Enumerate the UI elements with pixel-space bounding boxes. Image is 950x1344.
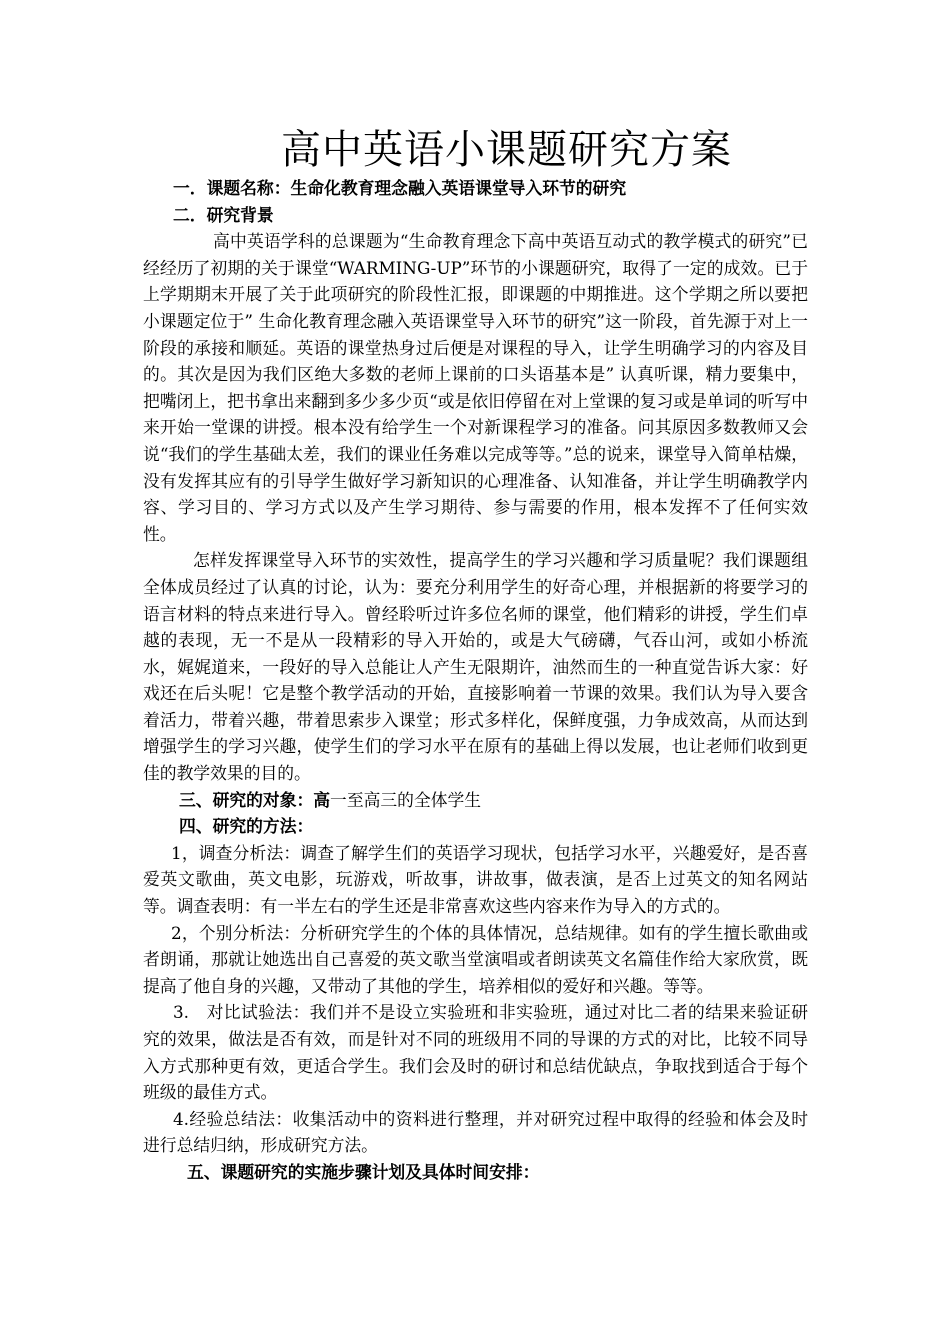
background-paragraph-2: 怎样发挥课堂导入环节的实效性，提高学生的学习兴趣和学习质量呢？我们课题组全体成员经过了认真的讨论，认为：要充分利用学生的好奇心理，并根据新的将要学习的语言材料的特点来进行导入。曾经聆听过许多位名师的课堂，他们精彩的讲授，学生们卓越的表现，无一不是从一段精彩的导入开始的，或是大气磅礴，气吞山河，或如小桥流水，娓娓道来，一段好的导入总能让人产生无限期许，油然而生的一种直觉告诉大家：好戏还在后头呢！它是整个教学活动的开始，直接影响着一节课的效果。我们认为导入要含着活力，带着兴趣，带着思索步入课堂；形式多样化，保鲜度强，力争成效高，从而达到增强学生的学习兴趣，使学生们的学习水平在原有的基础上得以发展，也让老师们收到更佳的教学效果的目的。 xyxy=(143,550,808,784)
section-2-heading: 二．研究背景 xyxy=(173,204,274,225)
method-item-3: 3. 对比试验法：我们并不是设立实验班和非实验班，通过对比二者的结果来验证研究的效果，做法是否有效，而是针对不同的班级用不同的导课的方式的对比，比较不同导入方式那种更有效，更适合学生。我们会及时的研讨和总结优缺点，争取找到适合于每个班级的最佳方式。 xyxy=(143,1002,808,1103)
section-1-label: 一．课题名称： xyxy=(173,178,291,198)
document-body xyxy=(143,175,808,1186)
method-item-4: 4.经验总结法：收集活动中的资料进行整理，并对研究过程中取得的经验和体会及时进行总结归纳，形成研究方法。 xyxy=(143,1108,808,1156)
section-3-value: 一至高三的全体学生 xyxy=(330,789,482,810)
section-1-value: 生命化教育理念融入英语课堂导入环节的研究 xyxy=(290,178,627,198)
section-4-heading: 四、研究的方法： xyxy=(179,816,314,837)
section-5-heading: 五、课题研究的实施步骤计划及具体时间安排： xyxy=(187,1161,540,1182)
section-3-subjects xyxy=(143,787,808,814)
section-3-label: 三、研究的对象：高 xyxy=(179,789,331,810)
background-paragraph-1: 高中英语学科的总课题为“生命教育理念下高中英语互动式的教学模式的研究”已经经历了初期的关于课堂“WARMING-UP”环节的小课题研究，取得了一定的成效。已于上学期期末开展了关于此项研究的阶段性汇报，即课题的中期推进。这个学期之所以要把小课题定位于” 生命化教育理念融入英语课堂导入环节的研究”这一阶段，首先源于对上一阶段的承接和顺延。英语的课堂热身过后便是对课程的导入，让学生明确学习的内容及目的。其次是因为我们区绝大多数的老师上课前的口头语基本是” 认真听课，精力要集中，把嘴闭上，把书拿出来翻到多少多少页“或是依旧停留在对上堂课的复习或是单词的听写中来开始一堂课的讲授。根本没有给学生一个对新课程学习的准备。问其原因多数教师又会说“我们的学生基础太差，我们的课业任务难以完成等等。”总的说来，课堂导入简单枯燥，没有发挥其应有的引导学生做好学习新知识的心理准备、认知准备，并让学生明确教学内容、学习目的、学习方式以及产生学习期待、参与需要的作用，根本发挥不了任何实效性。 xyxy=(143,231,808,544)
method-item-2: 2，个别分析法：分析研究学生的个体的具体情况，总结规律。如有的学生擅长歌曲或者朗诵，那就让她选出自己喜爱的英文歌当堂演唱或者朗读英文名篇佳作给大家欣赏，既提高了他自身的兴趣，又带动了其他的学生，培养相似的爱好和兴趣。等等。 xyxy=(143,922,808,996)
method-item-1: 1，调查分析法：调查了解学生们的英语学习现状，包括学习水平，兴趣爱好，是否喜爱英文歌曲，英文电影，玩游戏，听故事，讲故事，做表演，是否上过英文的知名网站等。调查表明：有一半左右的学生还是非常喜欢这些内容来作为导入的方式的。 xyxy=(143,842,808,917)
section-1-topic xyxy=(143,175,808,202)
page-title: 高中英语小课题研究方案 xyxy=(281,127,732,173)
